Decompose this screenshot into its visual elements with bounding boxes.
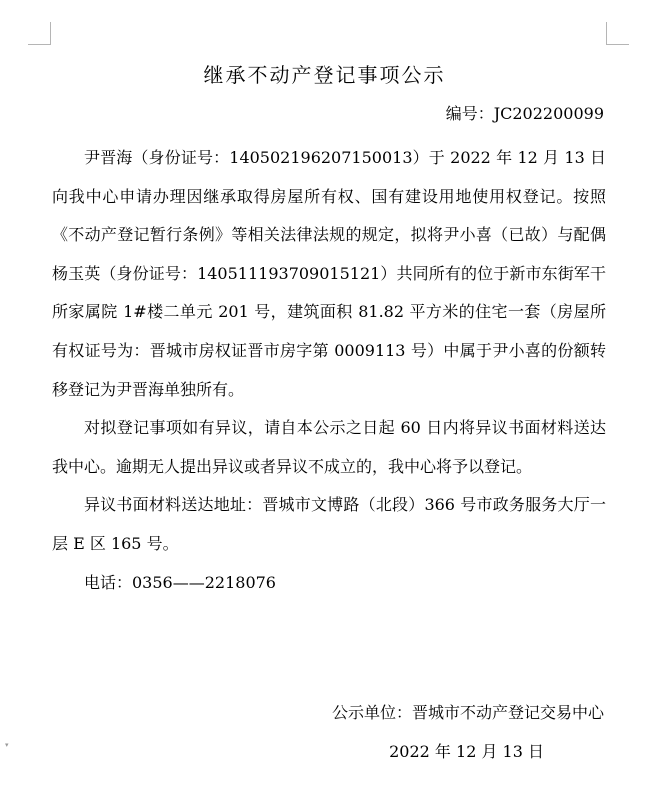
document-body: [52, 139, 606, 602]
paragraph-address: 异议书面材料送达地址：晋城市文博路（北段）366 号市政务服务大厅一层 E 区 165 号。: [52, 495, 606, 553]
margin-marker-icon: ▾: [5, 741, 9, 749]
publishing-unit: 公示单位：晋城市不动产登记交易中心: [331, 703, 604, 722]
top-left-margin-mark: [28, 22, 51, 45]
paragraph-objection: 对拟登记事项如有异议，请自本公示之日起 60 日内将异议书面材料送达我中心。逾期无人提出异议或者异议不成立的，我中心将予以登记。: [52, 418, 606, 476]
paragraph-application: 尹晋海（身份证号：140502196207150013）于 2022 年 12 月 13 日向我中心申请办理因继承取得房屋所有权、国有建设用地使用权登记。按照《不动产登记暂行条例》等相关法律法规的规定，拟将尹小喜（已故）与配偶杨玉英（身份证号：140511193709015121）共同所有的位于新市东街军干所家属院 1#楼二单元 201 号，建筑面积 81.82 平方米的住宅一套（房屋所有权证号为：晋城市房权证晋市房字第 0009113 号）中属于尹小喜的份额转移登记为尹晋海单独所有。: [52, 148, 606, 399]
document-title: 继承不动产登记事项公示: [203, 63, 446, 87]
paragraph-phone: 电话：0356——2218076: [84, 572, 276, 592]
top-right-margin-mark: [606, 22, 629, 45]
document-number: 编号：JC202200099: [445, 104, 604, 123]
publish-date: 2022 年 12 月 13 日: [389, 742, 544, 761]
